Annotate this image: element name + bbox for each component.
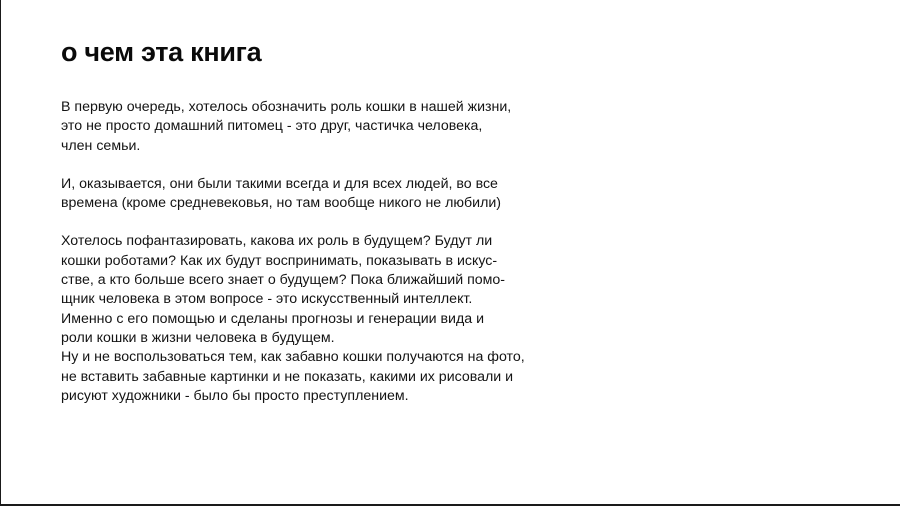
text-line: щник человека в этом вопросе - это искусственный интеллект.: [61, 291, 473, 308]
text-line: роли кошки в жизни человека в будущем.: [61, 329, 335, 346]
text-line: В первую очередь, хотелось обозначить роль кошки в нашей жизни,: [61, 99, 512, 115]
paragraph-future: [61, 232, 561, 406]
paragraph-intro: [61, 98, 561, 156]
text-line: Именно с его помощью и сделаны прогнозы и генерации вида и: [61, 310, 485, 327]
body-text: [61, 98, 561, 406]
page-title: о чем эта книга: [61, 37, 262, 67]
text-line: член семьи.: [61, 137, 141, 154]
text-line: Хотелось пофантазировать, какова их роль в будущем? Будут ли: [61, 233, 493, 250]
text-line: это не просто домашний питомец - это друг, частичка человека,: [61, 118, 483, 135]
text-line: не вставить забавные картинки и не показать, какими их рисовали и: [61, 368, 514, 385]
text-line: рисуют художники - было бы просто преступлением.: [61, 387, 409, 404]
text-line: Ну и не воспользоваться тем, как забавно кошки получаются на фото,: [61, 349, 525, 366]
text-line: стве, а кто больше всего знает о будущем? Пока ближайший помо-: [61, 272, 506, 289]
text-line: И, оказывается, они были такими всегда и для всех людей, во все: [61, 175, 498, 192]
text-line: времена (кроме средневековья, но там вообще никого не любили): [61, 195, 502, 212]
text-line: кошки роботами? Как их будут воспринимать, показывать в искус-: [61, 252, 498, 269]
paragraph-history: [61, 175, 561, 214]
